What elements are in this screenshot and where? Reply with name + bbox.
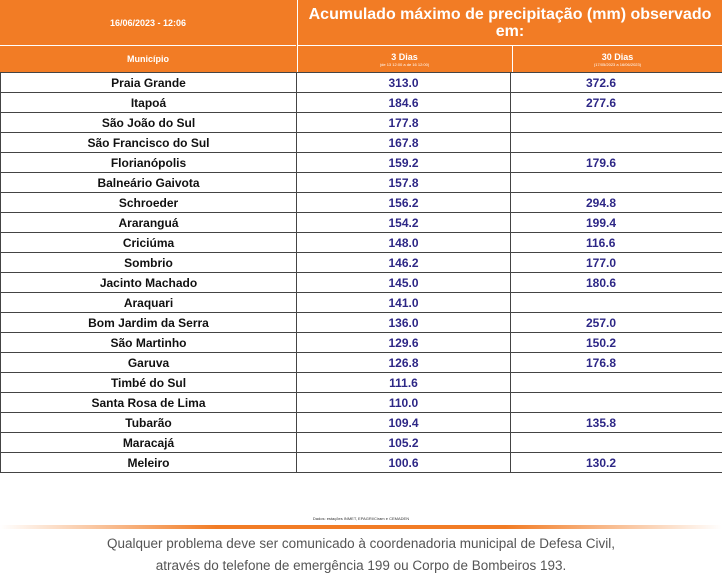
value-3-dias-cell: 105.2: [297, 433, 511, 453]
value-3-dias-cell: 156.2: [297, 193, 511, 213]
table-row: [1, 113, 722, 133]
table-row: [1, 153, 722, 173]
municipio-cell: Sombrio: [1, 253, 297, 273]
municipio-cell: Meleiro: [1, 453, 297, 473]
value-3-dias-cell: 145.0: [297, 273, 511, 293]
table-row: [1, 233, 722, 253]
footer-notice: [0, 533, 722, 577]
report-title: Acumulado máximo de precipitação (mm) observado em:: [297, 0, 722, 46]
value-3-dias-cell: 100.6: [297, 453, 511, 473]
column-header-30-dias-range: (17/05/2023 a 16/06/2023): [593, 61, 642, 67]
value-3-dias-cell: 159.2: [297, 153, 511, 173]
value-3-dias-cell: 184.6: [297, 93, 511, 113]
value-30-dias-cell: [511, 373, 722, 393]
data-source-note: Dados: estações INMET, EPAGRI/Ciram e CEMADEN: [312, 516, 410, 521]
value-30-dias-cell: 130.2: [511, 453, 722, 473]
value-30-dias-cell: 116.6: [511, 233, 722, 253]
column-header-30-dias: [512, 46, 722, 72]
table-header: [0, 0, 722, 72]
table-row: [1, 193, 722, 213]
municipio-cell: São Francisco do Sul: [1, 133, 297, 153]
municipio-cell: Garuva: [1, 353, 297, 373]
value-30-dias-cell: 372.6: [511, 73, 722, 93]
table-row: [1, 353, 722, 373]
value-30-dias-cell: [511, 393, 722, 413]
table-row: [1, 373, 722, 393]
value-30-dias-cell: 199.4: [511, 213, 722, 233]
table-row: [1, 333, 722, 353]
column-header-3-dias: [297, 46, 511, 72]
value-3-dias-cell: 136.0: [297, 313, 511, 333]
value-3-dias-cell: 148.0: [297, 233, 511, 253]
municipio-cell: Timbé do Sul: [1, 373, 297, 393]
value-30-dias-cell: 180.6: [511, 273, 722, 293]
column-header-municipio-label: Município: [127, 54, 169, 64]
value-30-dias-cell: [511, 433, 722, 453]
table-row: [1, 453, 722, 473]
value-30-dias-cell: 176.8: [511, 353, 722, 373]
value-30-dias-cell: 257.0: [511, 313, 722, 333]
value-30-dias-cell: [511, 113, 722, 133]
value-3-dias-cell: 167.8: [297, 133, 511, 153]
municipio-cell: Florianópolis: [1, 153, 297, 173]
municipio-cell: Balneário Gaivota: [1, 173, 297, 193]
table-row: [1, 213, 722, 233]
table-row: [1, 293, 722, 313]
table-row: [1, 273, 722, 293]
divider-bar: [0, 525, 722, 529]
municipio-cell: Tubarão: [1, 413, 297, 433]
value-30-dias-cell: 150.2: [511, 333, 722, 353]
value-30-dias-cell: [511, 293, 722, 313]
table-row: [1, 173, 722, 193]
value-3-dias-cell: 177.8: [297, 113, 511, 133]
municipio-cell: Criciúma: [1, 233, 297, 253]
table-row: [1, 73, 722, 93]
table-row: [1, 393, 722, 413]
value-30-dias-cell: 277.6: [511, 93, 722, 113]
value-3-dias-cell: 154.2: [297, 213, 511, 233]
value-3-dias-cell: 157.8: [297, 173, 511, 193]
municipio-cell: Jacinto Machado: [1, 273, 297, 293]
municipio-cell: Araranguá: [1, 213, 297, 233]
municipio-cell: Itapoá: [1, 93, 297, 113]
table-row: [1, 253, 722, 273]
value-3-dias-cell: 126.8: [297, 353, 511, 373]
municipio-cell: Bom Jardim da Serra: [1, 313, 297, 333]
footer-line-2: através do telefone de emergência 199 ou Corpo de Bombeiros 193.: [155, 558, 567, 573]
table-row: [1, 93, 722, 113]
column-header-3-dias-label: 3 Dias: [391, 51, 418, 62]
table-row: [1, 433, 722, 453]
value-3-dias-cell: 129.6: [297, 333, 511, 353]
value-30-dias-cell: 294.8: [511, 193, 722, 213]
value-3-dias-cell: 313.0: [297, 73, 511, 93]
municipio-cell: São Martinho: [1, 333, 297, 353]
value-3-dias-cell: 146.2: [297, 253, 511, 273]
column-header-3-dias-range: (de 13 12:00 a de 16 12:00): [379, 61, 430, 67]
report-datetime: 16/06/2023 - 12:06: [0, 0, 296, 46]
value-30-dias-cell: 179.6: [511, 153, 722, 173]
municipio-cell: Maracajá: [1, 433, 297, 453]
value-3-dias-cell: 110.0: [297, 393, 511, 413]
table-row: [1, 133, 722, 153]
municipio-cell: Schroeder: [1, 193, 297, 213]
precipitation-table: [0, 72, 722, 473]
municipio-cell: Praia Grande: [1, 73, 297, 93]
value-3-dias-cell: 111.6: [297, 373, 511, 393]
table-row: [1, 313, 722, 333]
table-row: [1, 413, 722, 433]
value-30-dias-cell: 135.8: [511, 413, 722, 433]
value-30-dias-cell: [511, 133, 722, 153]
value-30-dias-cell: [511, 173, 722, 193]
value-30-dias-cell: 177.0: [511, 253, 722, 273]
footer-line-1: Qualquer problema deve ser comunicado à coordenadoria municipal de Defesa Civil,: [106, 536, 616, 551]
column-header-municipio: [0, 46, 296, 72]
municipio-cell: Santa Rosa de Lima: [1, 393, 297, 413]
value-3-dias-cell: 141.0: [297, 293, 511, 313]
municipio-cell: São João do Sul: [1, 113, 297, 133]
column-header-30-dias-label: 30 Dias: [601, 51, 634, 62]
value-3-dias-cell: 109.4: [297, 413, 511, 433]
municipio-cell: Araquari: [1, 293, 297, 313]
